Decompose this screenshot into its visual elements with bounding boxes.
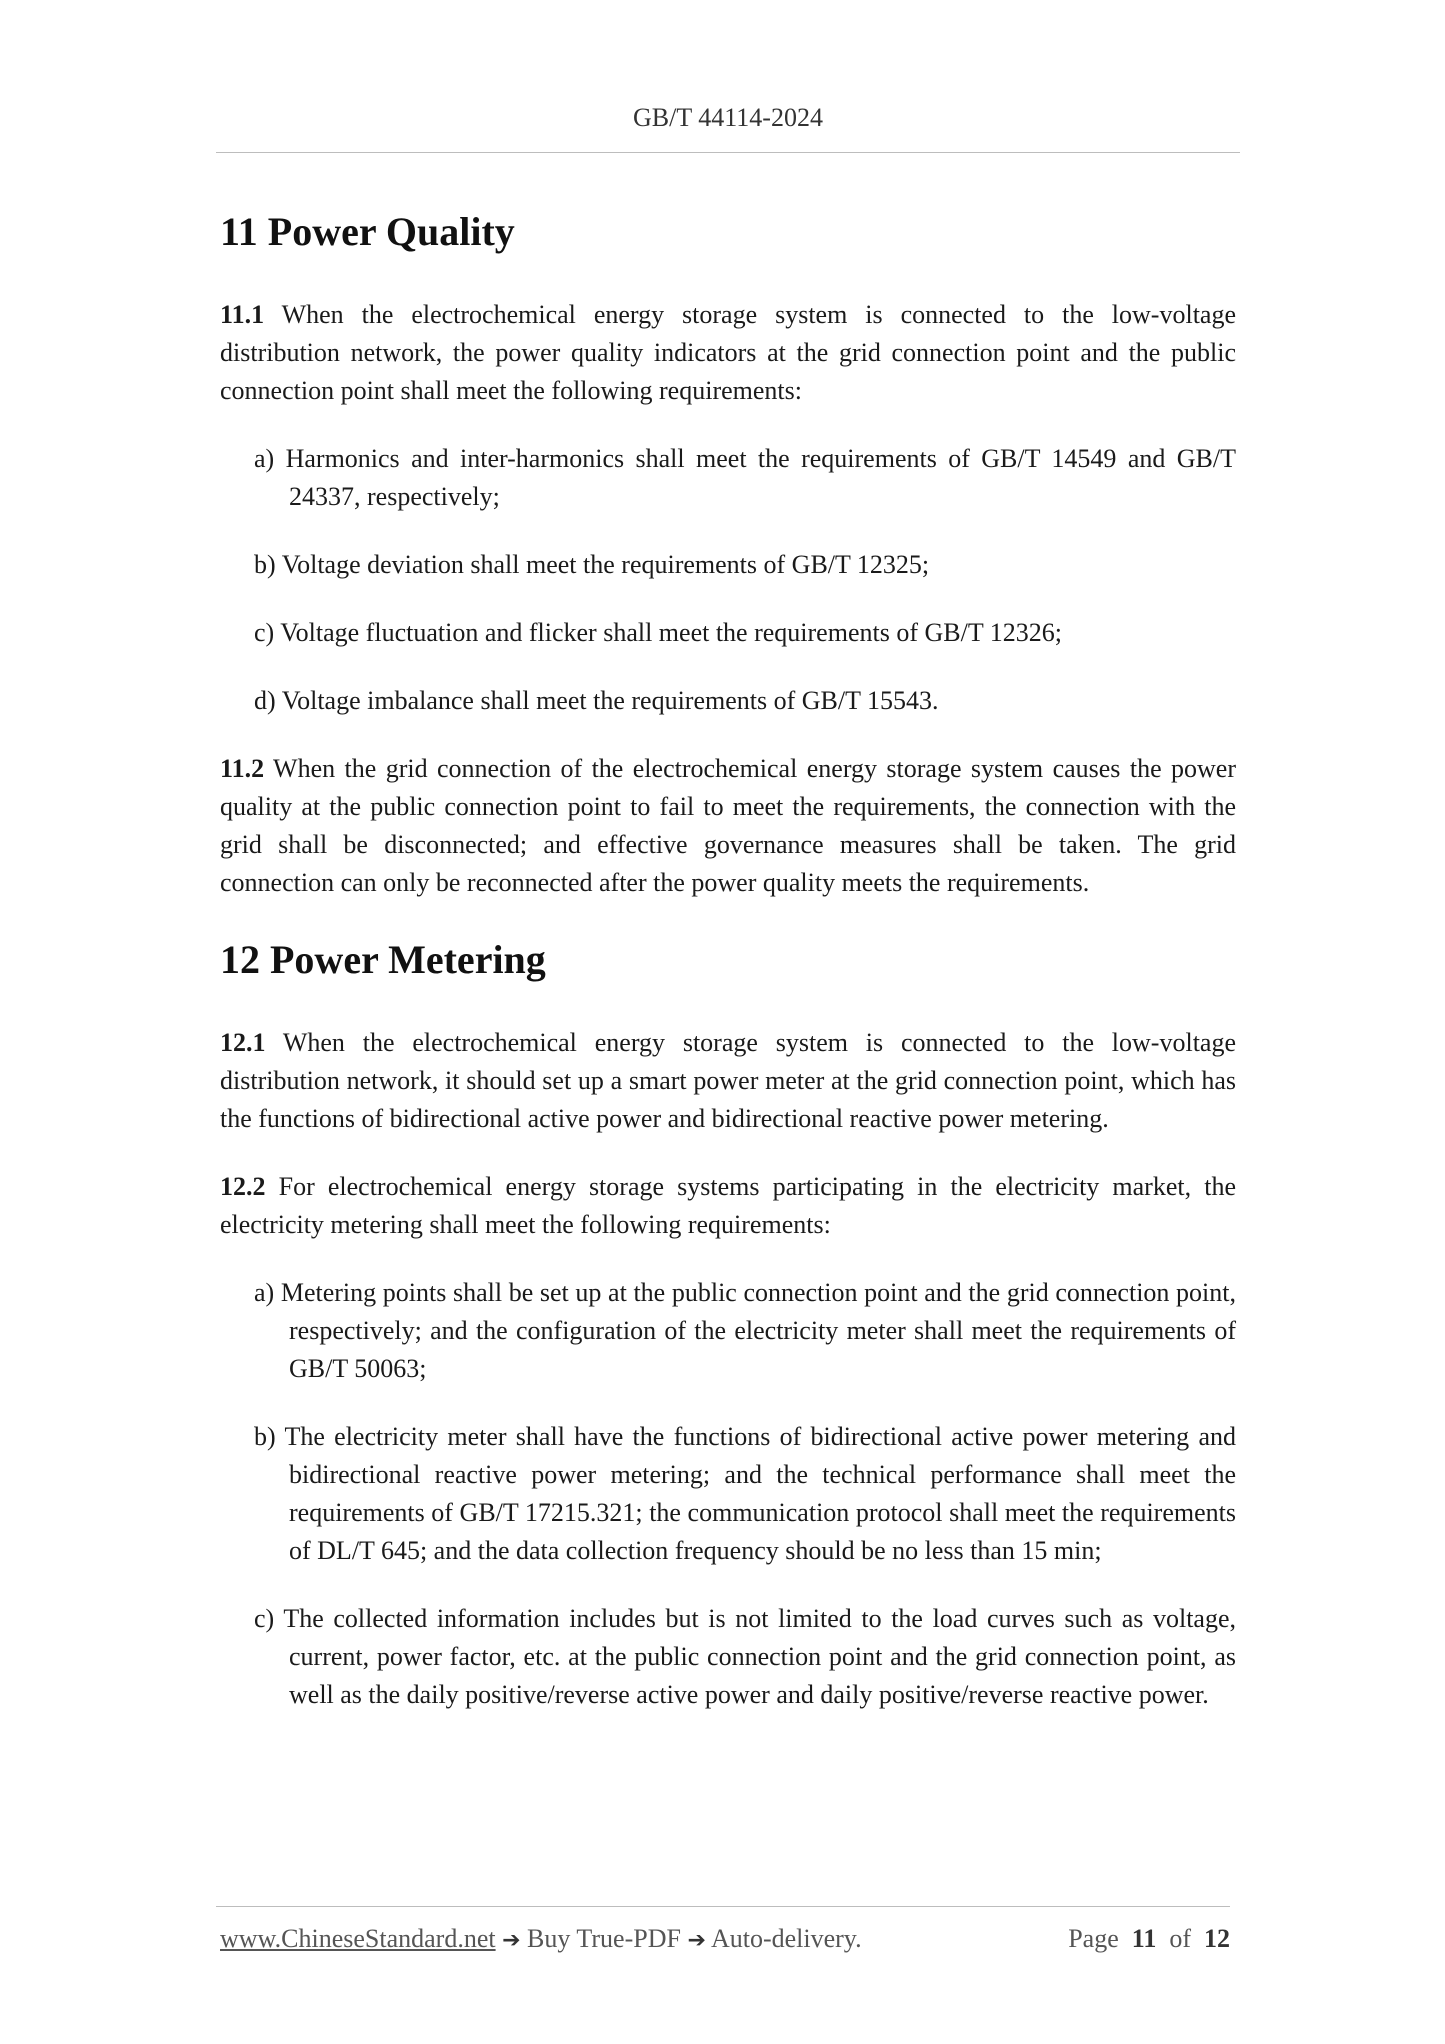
list-item: d) Voltage imbalance shall meet the requirements of GB/T 15543. — [254, 686, 939, 715]
page-number: 11 — [1131, 1924, 1157, 1953]
arrow-right-icon: ➔ — [687, 1928, 706, 1953]
clause-number: 11.1 — [220, 300, 265, 329]
list-item: b) Voltage deviation shall meet the requirements of GB/T 12325; — [254, 550, 930, 579]
clause-12-2 — [220, 1168, 1236, 1244]
list-item: c) Voltage fluctuation and flicker shall meet the requirements of GB/T 12326; — [254, 618, 1062, 647]
section-12-heading: 12 Power Metering — [220, 937, 546, 982]
clause-text: When the electrochemical energy storage system is connected to the low-voltage distribution network, it should set up a smart power meter at the grid connection point, which has the functions of bidirectional active power and bidirectional reactive power metering. — [220, 1028, 1236, 1133]
clause-text: When the grid connection of the electrochemical energy storage system causes the power quality at the public connection point to fail to meet the requirements, the connection with the grid shall be disconnected; and effective governance measures shall be taken. The grid connection can only be reconnected after the power quality meets the requirements. — [220, 754, 1236, 897]
of-label: of — [1169, 1924, 1191, 1953]
clause-number: 11.2 — [220, 754, 265, 783]
document-code-header: GB/T 44114-2024 — [633, 103, 823, 132]
section-11-heading: 11 Power Quality — [220, 209, 515, 254]
clause-number: 12.1 — [220, 1028, 266, 1057]
clause-number: 12.2 — [220, 1172, 266, 1201]
list-item: a) Metering points shall be set up at the public connection point and the grid connection point, respectively; and the configuration of the electricity meter shall meet the requirements of GB/T 50063; — [254, 1278, 1236, 1383]
header-divider — [216, 152, 1240, 153]
list-item: c) The collected information includes but is not limited to the load curves such as voltage, current, power factor, etc. at the public connection point and the grid connection point, as well as the daily positive/reverse active power and daily positive/reverse reactive power. — [254, 1604, 1236, 1709]
list-item: b) The electricity meter shall have the functions of bidirectional active power metering and bidirectional reactive power metering; and the technical performance shall meet the requirements of GB/T 17215.321; the communication protocol shall meet the requirements of DL/T 645; and the data collection frequency should be no less than 15 min; — [254, 1422, 1236, 1565]
page-total: 12 — [1204, 1924, 1230, 1953]
list-item: a) Harmonics and inter-harmonics shall meet the requirements of GB/T 14549 and GB/T 24337, respectively; — [254, 444, 1236, 511]
footer-divider — [216, 1906, 1230, 1907]
auto-delivery-text: Auto-delivery. — [705, 1924, 862, 1953]
buy-pdf-text: Buy True-PDF — [520, 1924, 688, 1953]
page-footer — [220, 1924, 1230, 1954]
clause-text: For electrochemical energy storage systems participating in the electricity market, the electricity metering shall meet the following requirements: — [220, 1172, 1236, 1239]
arrow-right-icon: ➔ — [502, 1928, 521, 1953]
clause-12-1 — [220, 1024, 1236, 1138]
page-content — [220, 208, 1236, 1744]
clause-text: When the electrochemical energy storage system is connected to the low-voltage distribution network, the power quality indicators at the grid connection point and the public connection point shall meet the following requirements: — [220, 300, 1236, 405]
clause-11-2 — [220, 750, 1236, 902]
page-indicator — [1068, 1924, 1230, 1954]
page-label: Page — [1068, 1924, 1119, 1953]
clause-11-1 — [220, 296, 1236, 410]
site-link[interactable]: www.ChineseStandard.net — [220, 1924, 496, 1953]
